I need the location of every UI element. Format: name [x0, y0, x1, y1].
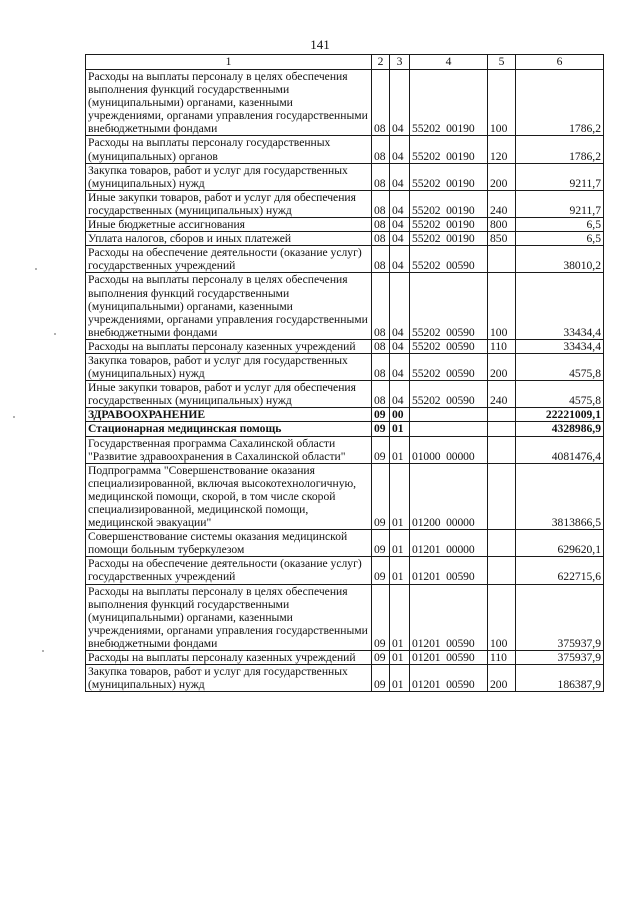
cell-sum: 33434,4	[516, 339, 604, 353]
cell-vr: 100	[488, 584, 516, 650]
cell-name: Расходы на выплаты персоналу в целях обеспечения выполнения функций государственными (муниципальными) органами, казенными учреждениями, органами управления государственными внебюджетными фондами	[86, 70, 372, 136]
cell-pr: 01	[390, 665, 410, 692]
cell-rz: 08	[372, 381, 390, 408]
cell-name: Расходы на выплаты персоналу государственных (муниципальных) органов	[86, 136, 372, 163]
cell-sum: 622715,6	[516, 557, 604, 584]
cell-rz: 08	[372, 70, 390, 136]
cell-vr: 110	[488, 651, 516, 665]
table-row	[86, 436, 604, 463]
table-body	[86, 70, 604, 692]
page-number: 141	[310, 37, 330, 52]
cell-csr: 55202 00590	[410, 273, 488, 339]
cell-name: Расходы на обеспечение деятельности (оказание услуг) государственных учреждений	[86, 246, 372, 273]
cell-name: Иные закупки товаров, работ и услуг для обеспечения государственных (муниципальных) нужд	[86, 190, 372, 217]
cell-sum: 186387,9	[516, 665, 604, 692]
table-row	[86, 218, 604, 232]
cell-sum: 629620,1	[516, 530, 604, 557]
cell-rz: 08	[372, 273, 390, 339]
cell-pr: 04	[390, 163, 410, 190]
cell-rz: 08	[372, 218, 390, 232]
cell-name: Совершенствование системы оказания медицинской помощи больным туберкулезом	[86, 530, 372, 557]
scan-speck	[13, 416, 15, 418]
cell-sum: 22221009,1	[516, 408, 604, 422]
cell-sum: 3813866,5	[516, 463, 604, 529]
cell-pr: 01	[390, 584, 410, 650]
cell-vr	[488, 557, 516, 584]
cell-pr: 04	[390, 273, 410, 339]
cell-vr: 850	[488, 232, 516, 246]
cell-name: Подпрограмма "Совершенствование оказания специализированной, включая высокотехнологичную, медицинской помощи, скорой, в том числе скорой специализированной, медицинской помощи, медицинской эвакуации"	[86, 463, 372, 529]
cell-csr: 55202 00190	[410, 163, 488, 190]
column-header: 6	[516, 55, 604, 70]
cell-csr	[410, 408, 488, 422]
cell-rz: 09	[372, 665, 390, 692]
table-row	[86, 232, 604, 246]
column-header: 1	[86, 55, 372, 70]
table-row	[86, 136, 604, 163]
cell-vr: 240	[488, 381, 516, 408]
table-row	[86, 163, 604, 190]
cell-name: Закупка товаров, работ и услуг для государственных (муниципальных) нужд	[86, 353, 372, 380]
cell-name: Расходы на выплаты персоналу в целях обеспечения выполнения функций государственными (муниципальными) органами, казенными учреждениями, органами управления государственными внебюджетными фондами	[86, 273, 372, 339]
cell-name: Расходы на выплаты персоналу казенных учреждений	[86, 339, 372, 353]
cell-name: Иные закупки товаров, работ и услуг для обеспечения государственных (муниципальных) нужд	[86, 381, 372, 408]
cell-sum: 375937,9	[516, 651, 604, 665]
cell-name: Расходы на выплаты персоналу казенных учреждений	[86, 651, 372, 665]
cell-vr	[488, 463, 516, 529]
cell-csr: 01201 00000	[410, 530, 488, 557]
cell-csr: 55202 00590	[410, 381, 488, 408]
table-row	[86, 353, 604, 380]
table-row	[86, 70, 604, 136]
cell-pr: 04	[390, 136, 410, 163]
cell-rz: 09	[372, 651, 390, 665]
cell-sum: 38010,2	[516, 246, 604, 273]
cell-sum: 6,5	[516, 218, 604, 232]
cell-name: Стационарная медицинская помощь	[86, 422, 372, 436]
cell-csr: 01201 00590	[410, 651, 488, 665]
table-row	[86, 190, 604, 217]
table-row	[86, 246, 604, 273]
cell-csr: 55202 00190	[410, 218, 488, 232]
cell-pr: 00	[390, 408, 410, 422]
cell-pr: 01	[390, 557, 410, 584]
cell-csr: 55202 00190	[410, 232, 488, 246]
column-header: 2	[372, 55, 390, 70]
cell-pr: 01	[390, 651, 410, 665]
cell-pr: 04	[390, 190, 410, 217]
cell-pr: 04	[390, 246, 410, 273]
table-row	[86, 463, 604, 529]
cell-rz: 09	[372, 422, 390, 436]
cell-sum: 4575,8	[516, 381, 604, 408]
cell-sum: 1786,2	[516, 136, 604, 163]
cell-csr: 01201 00590	[410, 584, 488, 650]
cell-rz: 08	[372, 163, 390, 190]
cell-csr: 01201 00590	[410, 665, 488, 692]
cell-vr	[488, 530, 516, 557]
cell-csr: 55202 00190	[410, 70, 488, 136]
cell-name: Расходы на обеспечение деятельности (оказание услуг) государственных учреждений	[86, 557, 372, 584]
cell-name: Государственная программа Сахалинской области "Развитие здравоохранения в Сахалинской области"	[86, 436, 372, 463]
cell-sum: 6,5	[516, 232, 604, 246]
cell-rz: 09	[372, 530, 390, 557]
cell-vr: 200	[488, 163, 516, 190]
cell-csr: 55202 00590	[410, 339, 488, 353]
cell-rz: 08	[372, 339, 390, 353]
cell-vr	[488, 436, 516, 463]
cell-sum: 1786,2	[516, 70, 604, 136]
cell-vr: 100	[488, 273, 516, 339]
cell-rz: 09	[372, 463, 390, 529]
cell-sum: 33434,4	[516, 273, 604, 339]
cell-vr: 100	[488, 70, 516, 136]
cell-vr: 240	[488, 190, 516, 217]
cell-csr: 55202 00190	[410, 190, 488, 217]
table-row	[86, 422, 604, 436]
cell-pr: 04	[390, 70, 410, 136]
table-header-row	[86, 55, 604, 70]
column-header: 3	[390, 55, 410, 70]
table-row	[86, 665, 604, 692]
cell-vr: 110	[488, 339, 516, 353]
cell-csr: 01000 00000	[410, 436, 488, 463]
budget-table	[85, 54, 604, 692]
cell-name: Расходы на выплаты персоналу в целях обеспечения выполнения функций государственными (муниципальными) органами, казенными учреждениями, органами управления государственными внебюджетными фондами	[86, 584, 372, 650]
cell-rz: 08	[372, 353, 390, 380]
cell-name: Уплата налогов, сборов и иных платежей	[86, 232, 372, 246]
table-row	[86, 339, 604, 353]
cell-rz: 08	[372, 136, 390, 163]
cell-rz: 09	[372, 436, 390, 463]
cell-csr	[410, 422, 488, 436]
cell-csr: 01201 00590	[410, 557, 488, 584]
table-row	[86, 273, 604, 339]
table-row	[86, 381, 604, 408]
cell-rz: 09	[372, 584, 390, 650]
cell-vr	[488, 422, 516, 436]
table-row	[86, 651, 604, 665]
cell-rz: 08	[372, 232, 390, 246]
cell-sum: 9211,7	[516, 163, 604, 190]
cell-pr: 01	[390, 530, 410, 557]
cell-vr	[488, 408, 516, 422]
cell-vr: 120	[488, 136, 516, 163]
cell-pr: 01	[390, 436, 410, 463]
table-row	[86, 408, 604, 422]
cell-vr: 200	[488, 665, 516, 692]
cell-name: Закупка товаров, работ и услуг для государственных (муниципальных) нужд	[86, 163, 372, 190]
cell-sum: 9211,7	[516, 190, 604, 217]
scan-speck	[42, 650, 44, 652]
cell-name: ЗДРАВООХРАНЕНИЕ	[86, 408, 372, 422]
cell-rz: 08	[372, 190, 390, 217]
scan-speck	[54, 333, 56, 335]
cell-pr: 04	[390, 232, 410, 246]
cell-vr: 800	[488, 218, 516, 232]
cell-name: Закупка товаров, работ и услуг для государственных (муниципальных) нужд	[86, 665, 372, 692]
cell-pr: 04	[390, 381, 410, 408]
cell-pr: 01	[390, 463, 410, 529]
cell-rz: 09	[372, 557, 390, 584]
cell-pr: 01	[390, 422, 410, 436]
cell-rz: 09	[372, 408, 390, 422]
cell-rz: 08	[372, 246, 390, 273]
cell-pr: 04	[390, 339, 410, 353]
cell-sum: 375937,9	[516, 584, 604, 650]
column-header: 5	[488, 55, 516, 70]
cell-sum: 4575,8	[516, 353, 604, 380]
cell-pr: 04	[390, 218, 410, 232]
cell-sum: 4081476,4	[516, 436, 604, 463]
cell-name: Иные бюджетные ассигнования	[86, 218, 372, 232]
table-row	[86, 557, 604, 584]
table-row	[86, 584, 604, 650]
cell-vr	[488, 246, 516, 273]
column-header: 4	[410, 55, 488, 70]
cell-csr: 01200 00000	[410, 463, 488, 529]
cell-sum: 4328986,9	[516, 422, 604, 436]
cell-csr: 55202 00190	[410, 136, 488, 163]
table-row	[86, 530, 604, 557]
cell-vr: 200	[488, 353, 516, 380]
cell-csr: 55202 00590	[410, 246, 488, 273]
scan-speck	[35, 268, 37, 270]
cell-pr: 04	[390, 353, 410, 380]
cell-csr: 55202 00590	[410, 353, 488, 380]
